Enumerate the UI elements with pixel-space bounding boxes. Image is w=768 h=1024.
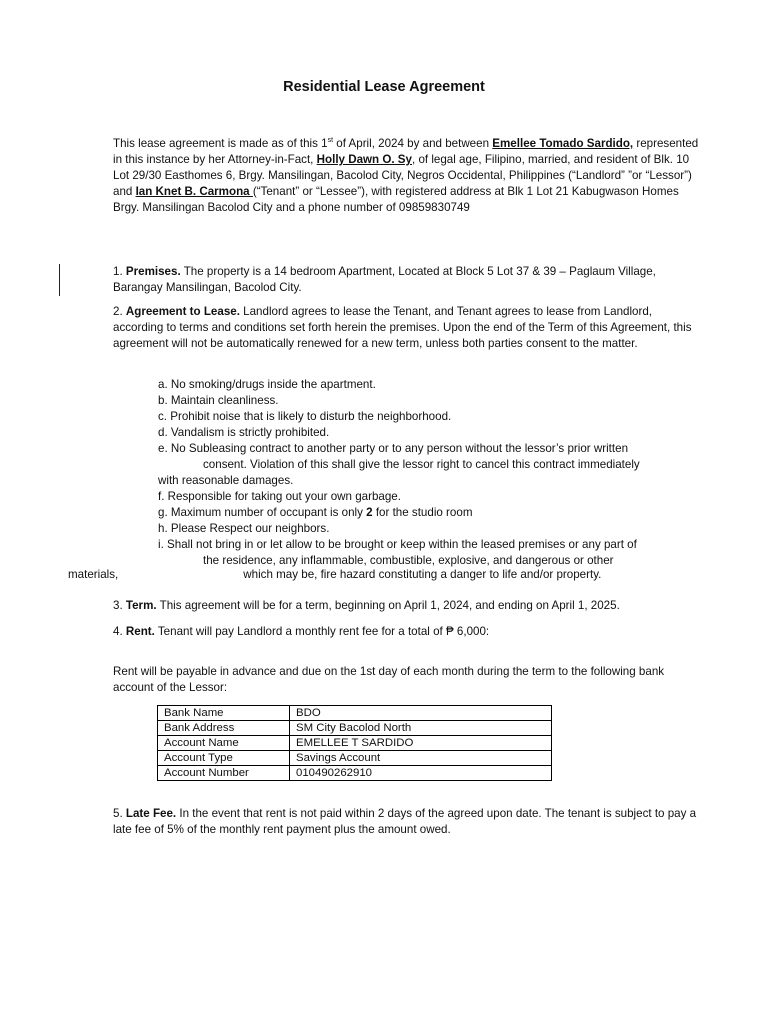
intro-text-3: represented in this instance by her Attorney-in-Fact, [113, 137, 699, 166]
table-row [158, 766, 552, 781]
bank-details-table [157, 705, 552, 781]
term-num: 3. [113, 599, 126, 612]
late-fee-text: In the event that rent is not paid within 2 days of the agreed upon date. The tenant is subject to pay a late fee of 5% of the monthly rent payment plus the amount owed. [113, 807, 697, 836]
rule-i-line-3a: materials, [68, 568, 119, 581]
term-clause [113, 598, 703, 614]
intro-text-2: of April, 2024 by and between [333, 137, 493, 150]
late-fee-num: 5. [113, 807, 126, 820]
table-row [158, 706, 552, 721]
premises-text: The property is a 14 bedroom Apartment, Located at Block 5 Lot 37 & 39 – Paglaum Village, Barangay Mansilingan, Bacolod City. [113, 265, 656, 294]
agreement-num: 2. [113, 305, 126, 318]
premises-label: Premises. [125, 265, 181, 278]
tenant-name: Ian Knet B. Carmona [135, 185, 253, 198]
term-label: Term. [125, 599, 157, 612]
house-rules-list [158, 377, 703, 569]
term-text: This agreement will be for a term, beginning on April 1, 2024, and ending on April 1, 2025. [156, 599, 620, 612]
account-number-label: Account Number [158, 766, 290, 781]
rent-num: 4. [113, 625, 126, 638]
document-title: Residential Lease Agreement [283, 79, 485, 95]
table-row [158, 736, 552, 751]
rule-d: d. Vandalism is strictly prohibited. [158, 426, 330, 439]
rule-g-number: 2 [366, 506, 373, 519]
bank-address-value: SM City Bacolod North [290, 721, 552, 736]
payable-paragraph: Rent will be payable in advance and due on the 1st day of each month during the term to the following bank account of the Lessor: [113, 665, 665, 694]
attorney-name: Holly Dawn O. Sy [316, 153, 412, 166]
account-name-value: EMELLEE T SARDIDO [290, 736, 552, 751]
rule-i-line-1: i. Shall not bring in or let allow to be brought or keep within the leased premises or any part of [158, 538, 637, 551]
rent-clause [113, 624, 703, 640]
agreement-label: Agreement to Lease. [125, 305, 240, 318]
rent-text: Tenant will pay Landlord a monthly rent fee for a total of ₱ 6,000: [154, 625, 490, 638]
late-fee-clause [113, 806, 703, 838]
intro-text-5: (“Tenant” or “Lessee”), with registered address at Blk 1 Lot 21 Kabugwason Homes Brgy. Mansilingan Bacolod City and a phone number of 09859830749 [113, 185, 679, 214]
rule-f: f. Responsible for taking out your own garbage. [158, 490, 401, 503]
table-row [158, 751, 552, 766]
rule-i-line-3 [68, 567, 601, 583]
bank-address-label: Bank Address [158, 721, 290, 736]
account-type-label: Account Type [158, 751, 290, 766]
account-number-value: 010490262910 [290, 766, 552, 781]
rule-g-text-2: for the studio room [372, 506, 473, 519]
agreement-text: Landlord agrees to lease the Tenant, and Tenant agrees to lease from Landlord, according to terms and conditions set forth herein the premises. Upon the end of the Term of this Agreement, this agreement will not be automatically renewed for a new term, unless both parties consent to the matter. [113, 305, 692, 350]
rule-a: a. No smoking/drugs inside the apartment. [158, 378, 376, 391]
table-row [158, 721, 552, 736]
rule-e-line-2: consent. Violation of this shall give the lessor right to cancel this contract immediately [203, 458, 640, 471]
agreement-clause [113, 304, 703, 352]
account-name-label: Account Name [158, 736, 290, 751]
rule-g [158, 505, 703, 521]
lessor-name: Emellee Tomado Sardido, [492, 137, 634, 150]
premises-num: 1. [113, 265, 126, 278]
rule-b: b. Maintain cleanliness. [158, 394, 279, 407]
text-cursor-bar [59, 264, 60, 296]
premises-clause [113, 264, 703, 296]
rule-h: h. Please Respect our neighbors. [158, 522, 330, 535]
intro-paragraph [113, 136, 703, 216]
bank-name-label: Bank Name [158, 706, 290, 721]
rule-i-line-3b: which may be, fire hazard constituting a danger to life and/or property. [243, 568, 602, 581]
rent-label: Rent. [125, 625, 155, 638]
rule-e-line-1: e. No Subleasing contract to another party or to any person without the lessor’s prior written [158, 442, 629, 455]
intro-text-4: , of legal age, Filipino, married, and resident of Blk. 10 Lot 29/30 Easthomes 6, Brgy. Mansilingan, Bacolod City, Negros Occidental, Philippines (“Landlord” ”or “Lessor”) and [113, 153, 692, 198]
rule-c: c. Prohibit noise that is likely to disturb the neighborhood. [158, 410, 452, 423]
rule-i-line-2: the residence, any inflammable, combustible, explosive, and dangerous or other [203, 554, 614, 567]
late-fee-label: Late Fee. [125, 807, 177, 820]
intro-sup: st [327, 137, 334, 145]
rule-g-text-1: g. Maximum number of occupant is only [158, 506, 367, 519]
rule-e-line-3: with reasonable damages. [158, 474, 294, 487]
intro-text-1: This lease agreement is made as of this 1 [113, 137, 328, 150]
account-type-value: Savings Account [290, 751, 552, 766]
bank-name-value: BDO [290, 706, 552, 721]
